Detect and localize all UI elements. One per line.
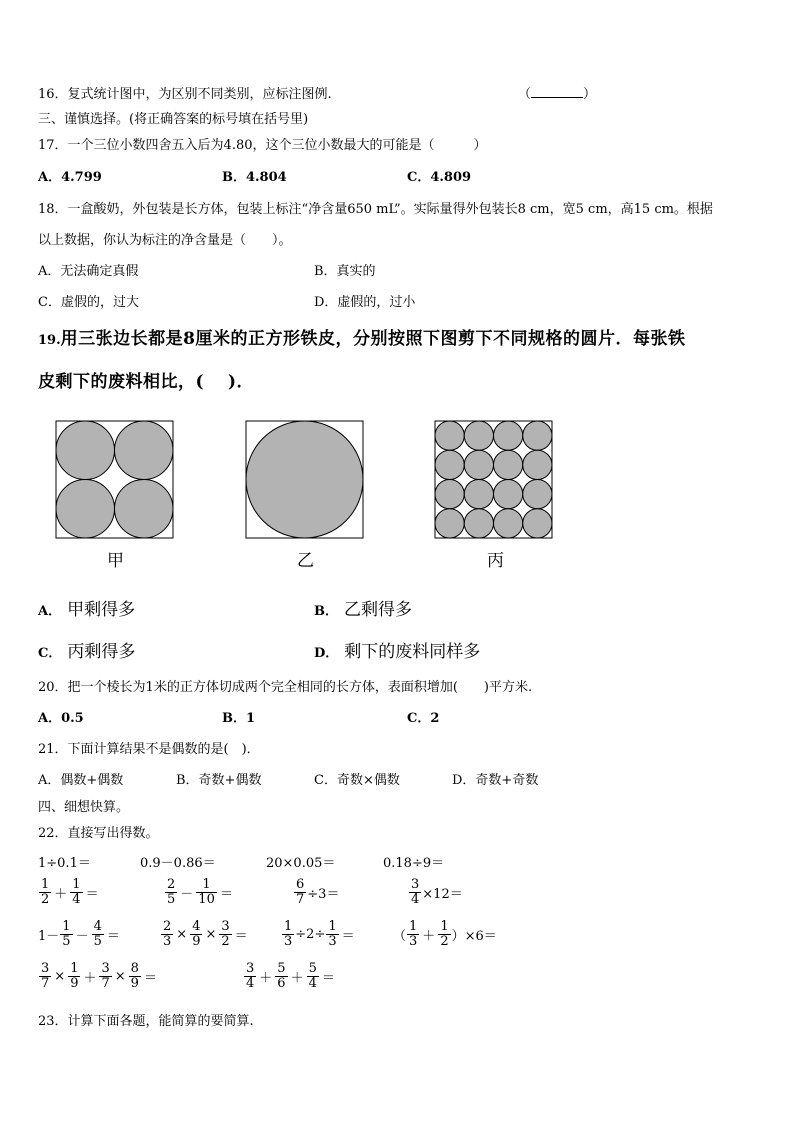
figure-label-yi: 乙: [297, 551, 314, 571]
q20-option-a[interactable]: A．0.5: [38, 711, 84, 726]
calc-3-1: 1－ $\frac{1}{5}$ － $\frac{4}{5}$ ＝: [38, 919, 120, 949]
figure-bing-circle: [523, 480, 552, 509]
q19-text-line1: [38, 324, 685, 349]
q18-text-line2: 以上数据，你认为标注的净含量是（ ）。: [38, 233, 292, 248]
figure-bing-circle: [464, 480, 493, 509]
calc-1-1: 1÷0.1＝: [38, 856, 91, 871]
figure-jia: [56, 421, 173, 538]
q19-option-a[interactable]: A． 甲剩得多: [38, 600, 136, 620]
figure-bing-circle: [435, 480, 464, 509]
q18-text-line1: 18．一盒酸奶，外包装是长方体，包装上标注“净含量650 mL”。实际量得外包装长8 cm，宽5 cm，高15 cm。根据: [38, 202, 713, 217]
answer-blank[interactable]: [531, 85, 583, 98]
q23-text: 23．计算下面各题，能简算的要简算.: [38, 1014, 254, 1029]
q20-option-b[interactable]: B．1: [222, 711, 256, 726]
q21-option-d[interactable]: D．奇数+奇数: [452, 773, 539, 788]
q17-option-a[interactable]: A．4.799: [38, 170, 102, 185]
calc-4-1: $\frac{3}{7}$ × $\frac{1}{9}$ ＋ $\frac{3}{7}$ × $\frac{8}{9}$ ＝: [41, 961, 157, 991]
figure-label-bing: 丙: [487, 551, 504, 571]
figure-yi: [246, 421, 363, 538]
q17-option-c[interactable]: C．4.809: [407, 170, 472, 185]
q18-option-d[interactable]: D．虚假的，过小: [314, 295, 416, 310]
calc-4-2: $\frac{3}{4}$ ＋ $\frac{5}{6}$ ＋ $\frac{5}{4}$ ＝: [246, 961, 335, 991]
figure-bing-circle: [435, 450, 464, 479]
figure-bing-circle: [435, 421, 464, 450]
q19-number: 19.: [38, 333, 61, 348]
calc-3-2: $\frac{2}{3}$ × $\frac{4}{9}$ × $\frac{3}{2}$ ＝: [163, 919, 248, 949]
calc-1-2: 0.9－0.86＝: [140, 856, 216, 871]
calc-1-3: 20×0.05＝: [266, 856, 336, 871]
figure-bing-circle: [523, 450, 552, 479]
figure-label-jia: 甲: [107, 551, 124, 571]
q21-option-b[interactable]: B．奇数+偶数: [176, 773, 262, 788]
q16-text: 16．复式统计图中，为区别不同类别，应标注图例.: [38, 87, 332, 102]
q21-option-c[interactable]: C．奇数×偶数: [314, 773, 400, 788]
calc-3-4: （ $\frac{1}{3}$ ＋ $\frac{1}{2}$ ）×6＝: [393, 919, 497, 949]
q19-text-line2: 皮剩下的废料相比，( )．: [38, 372, 255, 392]
calc-3-3: $\frac{1}{3}$ ÷2÷ $\frac{1}{3}$ ＝: [284, 919, 355, 949]
q18-option-a[interactable]: A．无法确定真假: [38, 264, 139, 279]
figure-bing: [435, 421, 552, 538]
q22-text: 22．直接写出得数。: [38, 826, 159, 841]
calc-2-2: $\frac{2}{5}$ － $\frac{1}{10}$ ＝: [167, 877, 233, 907]
q21-option-a[interactable]: A．偶数+偶数: [38, 773, 124, 788]
q18-option-c[interactable]: C．虚假的，过大: [38, 295, 139, 310]
section-4-heading: 四、细想快算。: [38, 800, 130, 815]
figure-bing-circle: [435, 509, 464, 538]
paren-close: ）: [583, 87, 597, 102]
q20-option-c[interactable]: C．2: [407, 711, 440, 726]
figure-bing-circle: [464, 450, 493, 479]
q19-option-d[interactable]: D． 剩下的废料同样多: [314, 642, 481, 662]
figure-bing-circle: [464, 509, 493, 538]
q16-answer-paren[interactable]: [518, 83, 596, 102]
q19-option-b[interactable]: B． 乙剩得多: [314, 600, 412, 620]
figure-bing-circle: [494, 480, 523, 509]
q19-line1: 用三张边长都是8厘米的正方形铁皮，分别按照下图剪下不同规格的圆片．每张铁: [60, 329, 686, 349]
q17-text: 17．一个三位小数四舍五入后为4.80，这个三位小数最大的可能是（ ）: [38, 138, 487, 153]
figure-bing-circle: [494, 421, 523, 450]
calc-1-4: 0.18÷9＝: [383, 856, 445, 871]
figure-bing-circle: [523, 421, 552, 450]
calc-2-4: $\frac{3}{4}$ ×12＝: [411, 877, 463, 907]
paren-open: （: [518, 87, 532, 102]
calc-2-3: $\frac{6}{7}$ ÷3＝: [296, 877, 340, 907]
figure-bing-circle: [494, 450, 523, 479]
section-3-heading: 三、谨慎选择。(将正确答案的标号填在括号里): [38, 112, 309, 127]
q19-option-c[interactable]: C． 丙剩得多: [38, 642, 136, 662]
q18-option-b[interactable]: B．真实的: [314, 264, 376, 279]
q20-text: 20．把一个棱长为1米的正方体切成两个完全相同的长方体，表面积增加( )平方米.: [38, 680, 533, 695]
q21-text: 21．下面计算结果不是偶数的是( )．: [38, 742, 260, 757]
figure-bing-circle: [523, 509, 552, 538]
calc-2-1: $\frac{1}{2}$ ＋ $\frac{1}{4}$ ＝: [41, 877, 99, 907]
figure-bing-circle: [464, 421, 493, 450]
figure-bing-circle: [494, 509, 523, 538]
q17-option-b[interactable]: B．4.804: [222, 170, 287, 185]
